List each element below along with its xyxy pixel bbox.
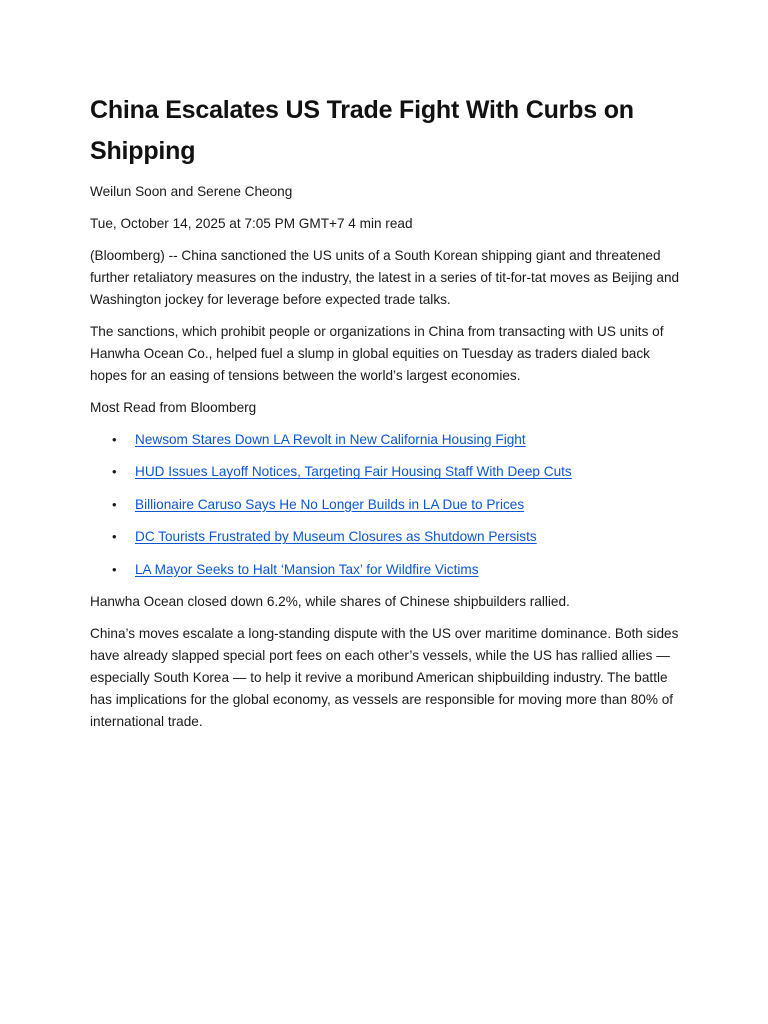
most-read-list [90,429,682,581]
article-title: China Escalates US Trade Fight With Curbs on Shipping [90,96,634,165]
article-authors: Weilun Soon and Serene Cheong [90,184,293,199]
article-paragraph: Hanwha Ocean closed down 6.2%, while shares of Chinese shipbuilders rallied. [90,593,570,609]
list-item [90,526,682,548]
list-item [90,494,682,516]
article-dateline: Tue, October 14, 2025 at 7:05 PM GMT+7 4 min read [90,216,413,231]
most-read-link-hud[interactable]: HUD Issues Layoff Notices, Targeting Fair Housing Staff With Deep Cuts [135,464,572,480]
most-read-link-caruso[interactable]: Billionaire Caruso Says He No Longer Builds in LA Due to Prices [135,496,525,512]
most-read-link-dc-tourists[interactable]: DC Tourists Frustrated by Museum Closures as Shutdown Persists [135,529,537,545]
list-item [90,429,682,451]
list-item [90,461,682,483]
most-read-heading: Most Read from Bloomberg [90,400,257,415]
article [90,90,682,743]
bullet-icon: • [112,529,117,545]
most-read-link-la-mayor[interactable]: LA Mayor Seeks to Halt ‘Mansion Tax’ for Wildfire Victims [135,561,479,577]
article-paragraph: The sanctions, which prohibit people or organizations in China from transacting with US units of Hanwha Ocean Co., helped fuel a slump in global equities on Tuesday as traders dialed back hopes for an easing of tensions between the world’s largest economies. [90,324,664,383]
bullet-icon: • [112,432,117,447]
bullet-icon: • [112,496,117,512]
list-item [90,559,682,581]
most-read-link-newsom[interactable]: Newsom Stares Down LA Revolt in New California Housing Fight [135,432,526,447]
article-paragraph: China’s moves escalate a long-standing dispute with the US over maritime dominance. Both sides have already slapped special port fees on each other’s vessels, while the US has rallied allies — especially South Korea — to help it revive a moribund American shipbuilding industry. The battle has implications for the global economy, as vessels are responsible for moving more than 80% of international trade. [90,625,679,729]
article-paragraph: (Bloomberg) -- China sanctioned the US units of a South Korean shipping giant and threatened further retaliatory measures on the industry, the latest in a series of tit-for-tat moves as Beijing and Washington jockey for leverage before expected trade talks. [90,248,680,307]
bullet-icon: • [112,464,117,480]
bullet-icon: • [112,561,117,577]
